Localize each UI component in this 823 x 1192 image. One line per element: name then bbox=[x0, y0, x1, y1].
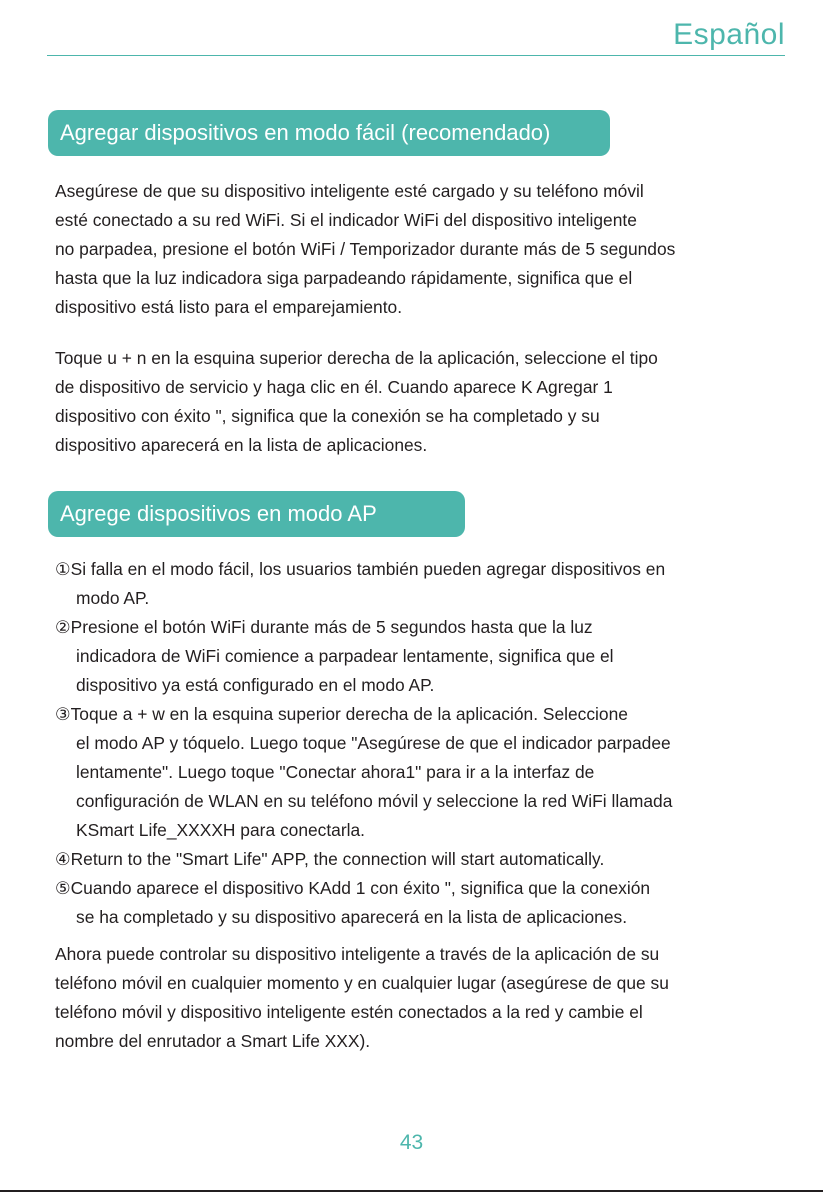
paragraph-line: nombre del enrutador a Smart Life XXX). bbox=[55, 1031, 371, 1051]
paragraph-line: Ahora puede controlar su dispositivo inteligente a través de la aplicación de su bbox=[55, 944, 660, 964]
paragraph-line: de dispositivo de servicio y haga clic en él. Cuando aparece K Agregar 1 bbox=[55, 377, 613, 397]
step-line: ④Return to the "Smart Life" APP, the connection will start automatically. bbox=[55, 849, 605, 869]
easy-mode-paragraph-2 bbox=[55, 344, 775, 460]
step-line: ①Si falla en el modo fácil, los usuarios también pueden agregar dispositivos en bbox=[55, 559, 666, 579]
step-line: KSmart Life_XXXXH para conectarla. bbox=[76, 820, 366, 840]
closing-paragraph bbox=[55, 940, 775, 1056]
easy-mode-paragraph-1 bbox=[55, 177, 775, 322]
step-line: modo AP. bbox=[76, 588, 150, 608]
step-line: lentamente". Luego toque "Conectar ahora1" para ir a la interfaz de bbox=[76, 762, 595, 782]
step-line: indicadora de WiFi comience a parpadear lentamente, significa que el bbox=[76, 646, 614, 666]
paragraph-line: teléfono móvil en cualquier momento y en cualquier lugar (asegúrese de que su bbox=[55, 973, 669, 993]
paragraph-line: Toque u + n en la esquina superior derecha de la aplicación, seleccione el tipo bbox=[55, 348, 658, 368]
step-item-3 bbox=[55, 700, 785, 845]
paragraph-line: teléfono móvil y dispositivo inteligente estén conectados a la red y cambie el bbox=[55, 1002, 643, 1022]
section-heading-ap-mode: Agrege dispositivos en modo AP bbox=[48, 491, 465, 537]
step-line: configuración de WLAN en su teléfono móvil y seleccione la red WiFi llamada bbox=[76, 791, 673, 811]
step-line: se ha completado y su dispositivo aparecerá en la lista de aplicaciones. bbox=[76, 907, 628, 927]
language-label: Español bbox=[673, 18, 785, 51]
step-line: ⑤Cuando aparece el dispositivo KAdd 1 con éxito ", significa que la conexión bbox=[55, 878, 651, 898]
paragraph-line: Asegúrese de que su dispositivo inteligente esté cargado y su teléfono móvil bbox=[55, 181, 644, 201]
paragraph-line: dispositivo con éxito ", significa que la conexión se ha completado y su bbox=[55, 406, 600, 426]
header-divider bbox=[47, 55, 785, 56]
section-heading-easy-mode: Agregar dispositivos en modo fácil (recomendado) bbox=[48, 110, 610, 156]
step-line: el modo AP y tóquelo. Luego toque "Asegúrese de que el indicador parpadee bbox=[76, 733, 671, 753]
step-item-2 bbox=[55, 613, 785, 700]
step-line: ③Toque a + w en la esquina superior derecha de la aplicación. Seleccione bbox=[55, 704, 628, 724]
paragraph-line: dispositivo aparecerá en la lista de aplicaciones. bbox=[55, 435, 428, 455]
page-number: 43 bbox=[399, 1131, 424, 1154]
step-line: ②Presione el botón WiFi durante más de 5 segundos hasta que la luz bbox=[55, 617, 593, 637]
paragraph-line: hasta que la luz indicadora siga parpadeando rápidamente, significa que el bbox=[55, 268, 633, 288]
paragraph-line: dispositivo está listo para el emparejamiento. bbox=[55, 297, 403, 317]
step-item-5 bbox=[55, 874, 785, 932]
step-item-1 bbox=[55, 555, 785, 613]
paragraph-line: esté conectado a su red WiFi. Si el indicador WiFi del dispositivo inteligente bbox=[55, 210, 637, 230]
ap-mode-step-list bbox=[55, 555, 785, 932]
step-line: dispositivo ya está configurado en el modo AP. bbox=[76, 675, 435, 695]
step-item-4 bbox=[55, 845, 785, 874]
paragraph-line: no parpadea, presione el botón WiFi / Temporizador durante más de 5 segundos bbox=[55, 239, 676, 259]
